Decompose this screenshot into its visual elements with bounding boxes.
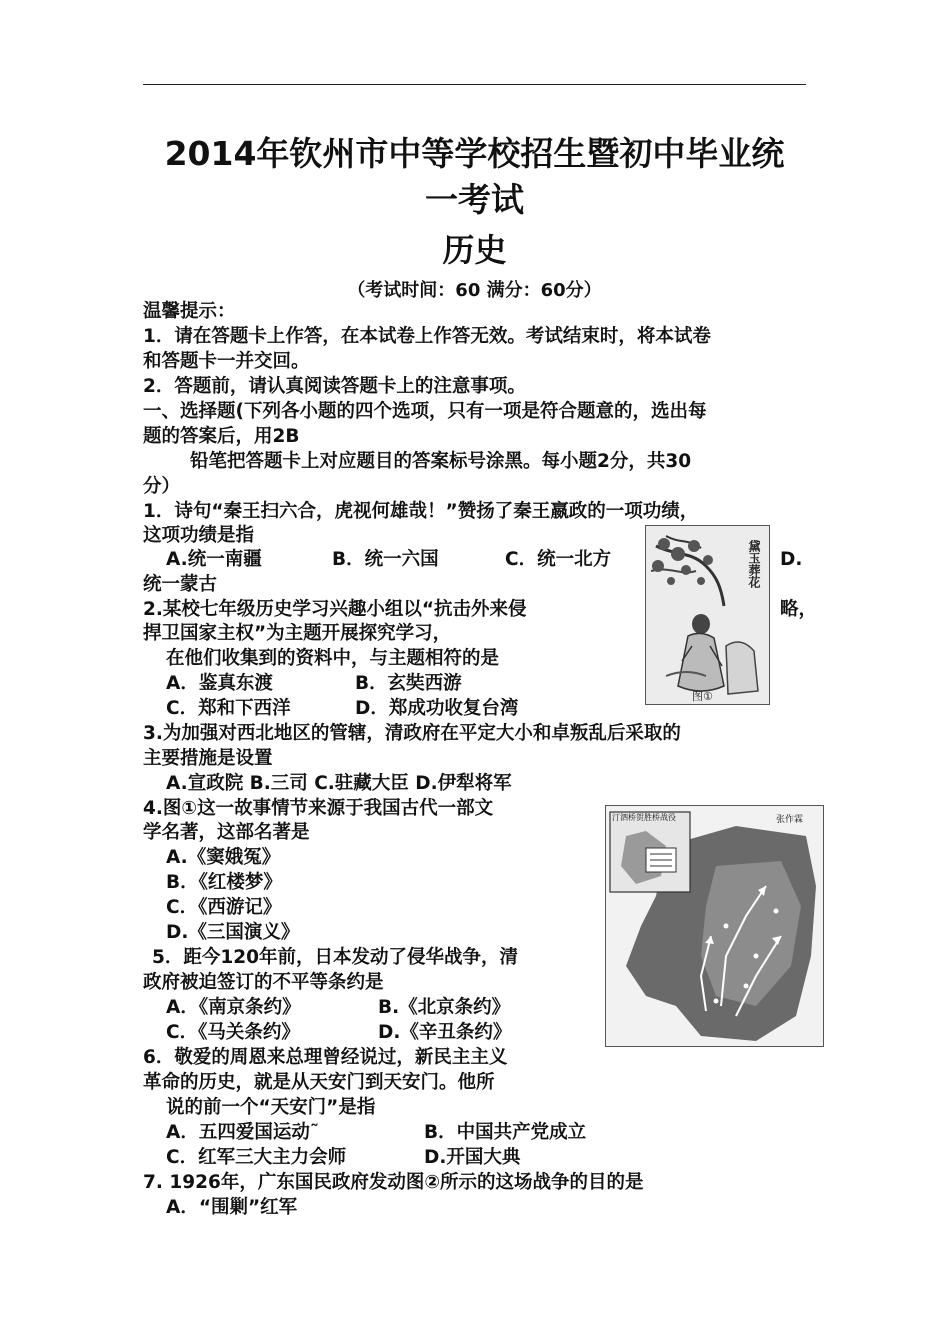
- q3-options: A.宣政院 B.三司 C.驻藏大臣 D.伊犁将军: [166, 773, 512, 794]
- q6-stem3: 说的前一个“天安门”是指: [166, 1097, 376, 1118]
- q1-option-b: B．统一六国: [332, 549, 439, 570]
- exam-info: （考试时间：60 满分：60分）: [347, 280, 602, 301]
- figure-1-illustration: [645, 525, 770, 705]
- section1-line3: 铅笔把答题卡上对应题目的答案标号涂黑。每小题2分，共30: [190, 451, 692, 472]
- q2-option-b: B．玄奘西游: [355, 673, 462, 694]
- q1-option-d-text: 统一蒙古: [143, 574, 218, 595]
- figure-1-vertical-title: 黛玉葬花: [747, 540, 761, 588]
- q5-stem2: 政府被迫签订的不平等条约是: [143, 972, 384, 993]
- q1-stem1: 1．诗句“秦王扫六合，虎视何雄哉！”赞扬了秦王嬴政的一项功绩，: [143, 501, 699, 522]
- figure-2-inset-label: 汀泗桥贺胜桥战役: [612, 813, 676, 822]
- q7-option-a: A．“围剿”红军: [166, 1197, 298, 1218]
- q4-option-b: B．《红楼梦》: [166, 872, 282, 893]
- q5-option-b: B.《北京条约》: [378, 997, 511, 1018]
- q1-option-d: D.: [780, 549, 803, 570]
- exam-title-line1: 2014年钦州市中等学校招生暨初中毕业统: [164, 134, 785, 173]
- q2-stem1-end: 略，: [780, 599, 818, 620]
- q5-stem1: 5．距今120年前，日本发动了侵华战争，清: [152, 947, 518, 968]
- section1-line2: 题的答案后，用2B: [143, 426, 300, 447]
- q7-stem1: 7. 1926年，广东国民政府发动图②所示的这场战争的目的是: [143, 1172, 644, 1193]
- q6-stem2: 革命的历史，就是从天安门到天安门。他所: [143, 1072, 495, 1093]
- q5-option-d: D.《辛丑条约》: [378, 1022, 512, 1043]
- q1-option-c: C．统一北方: [505, 549, 612, 570]
- tips-heading: 温馨提示：: [143, 301, 236, 322]
- q2-stem2: 捍卫国家主权”为主题开展探究学习，: [143, 623, 452, 644]
- q6-option-b: B．中国共产党成立: [424, 1122, 587, 1143]
- tip-1b: 和答题卡一并交回。: [143, 351, 310, 372]
- exam-title-line2: 一考试: [425, 180, 524, 219]
- q2-stem3: 在他们收集到的资料中，与主题相符的是: [166, 648, 500, 669]
- q6-option-d: D.开国大典: [424, 1147, 521, 1168]
- q4-stem2: 学名著，这部名著是: [143, 822, 310, 843]
- q2-option-c: C．郑和下西洋: [166, 698, 291, 719]
- figure-2-map: [605, 805, 824, 1047]
- q3-stem1: 3.为加强对西北地区的管辖，清政府在平定大小和卓叛乱后采取的: [143, 723, 681, 744]
- header-rule: [143, 84, 806, 85]
- section1-line4: 分）: [143, 476, 181, 497]
- tip-2: 2．答题前，请认真阅读答题卡上的注意事项。: [143, 376, 526, 397]
- q6-stem1: 6．敬爱的周恩来总理曾经说过，新民主主义: [143, 1047, 508, 1068]
- figure-1-caption: 图①: [692, 690, 713, 703]
- subject-title: 历史: [442, 231, 507, 269]
- q1-option-a: A.统一南疆: [166, 549, 262, 570]
- q5-option-a: A．《南京条约》: [166, 997, 301, 1018]
- q4-stem1: 4.图①这一故事情节来源于我国古代一部文: [143, 798, 494, 819]
- q1-stem2: 这项功绩是指: [143, 525, 255, 546]
- q6-option-c: C．红军三大主力会师: [166, 1147, 347, 1168]
- q4-option-a: A.《窦娥冤》: [166, 847, 281, 868]
- q2-option-a: A．鉴真东渡: [166, 673, 273, 694]
- q4-option-d: D.《三国演义》: [166, 922, 300, 943]
- q2-stem1: 2.某校七年级历史学习兴趣小组以“抗击外来侵: [143, 599, 527, 620]
- figure-2-corner-label: 张作霖: [776, 815, 804, 825]
- q3-stem2: 主要措施是设置: [143, 748, 273, 769]
- q2-option-d: D．郑成功收复台湾: [355, 698, 519, 719]
- q6-option-a: A．五四爱国运动˜: [166, 1122, 320, 1143]
- tip-1a: 1．请在答题卡上作答，在本试卷上作答无效。考试结束时，将本试卷: [143, 326, 711, 347]
- q4-option-c: C．《西游记》: [166, 897, 282, 918]
- q5-option-c: C．《马关条约》: [166, 1022, 300, 1043]
- section1-line1: 一、选择题(下列各小题的四个选项，只有一项是符合题意的，选出每: [143, 401, 707, 422]
